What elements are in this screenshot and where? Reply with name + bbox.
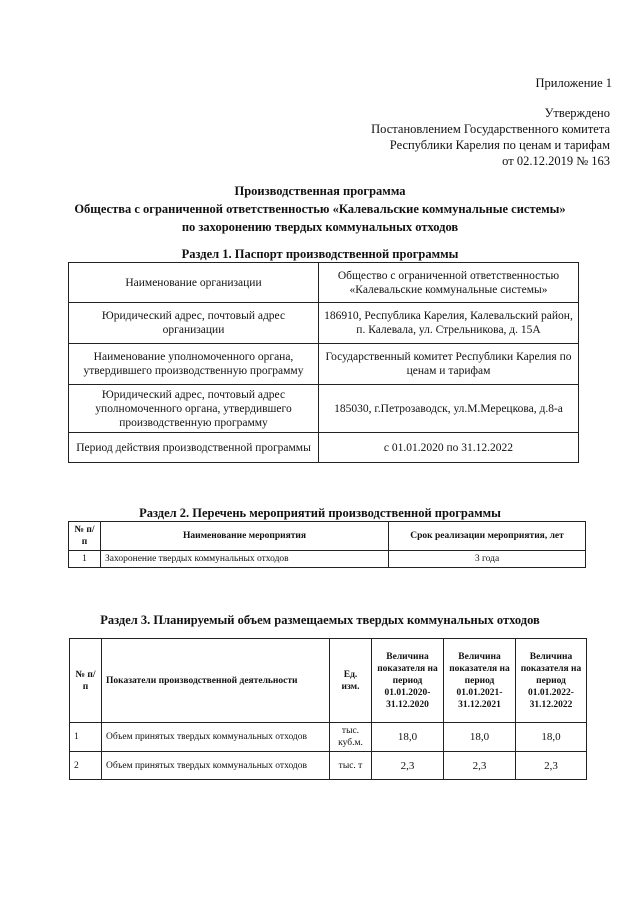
- passport-label: Наименование уполномоченного органа, утвердившего производственную программу: [69, 344, 319, 385]
- indicator-name: Объем принятых твердых коммунальных отходов: [102, 723, 330, 752]
- table-row: [69, 385, 579, 433]
- passport-value: с 01.01.2020 по 31.12.2022: [319, 433, 579, 463]
- passport-label: Период действия производственной программы: [69, 433, 319, 463]
- title-line: Производственная программа: [234, 184, 406, 198]
- passport-value: Общество с ограниченной ответственностью «Калевальские коммунальные системы»: [319, 263, 579, 303]
- appendix-label: Приложение 1: [535, 76, 612, 90]
- approval-line: Республики Карелия по ценам и тарифам: [389, 138, 610, 152]
- approval-line: от 02.12.2019 № 163: [502, 154, 610, 168]
- approval-block: [371, 105, 610, 169]
- table-row: [69, 303, 579, 344]
- activities-table: [68, 521, 586, 568]
- activity-name: Захоронение твердых коммунальных отходов: [101, 551, 389, 568]
- table-row: [69, 344, 579, 385]
- table-row: [69, 551, 586, 568]
- value-2022: 18,0: [516, 723, 587, 752]
- row-number: 1: [69, 551, 101, 568]
- passport-value: 186910, Республика Карелия, Калевальский район, п. Калевала, ул. Стрельникова, д. 15А: [319, 303, 579, 344]
- column-header: № п/п: [69, 522, 101, 551]
- table-header-row: [70, 639, 587, 723]
- value-2020: 18,0: [372, 723, 444, 752]
- passport-table: [68, 262, 579, 463]
- title-line: по захоронению твердых коммунальных отходов: [181, 220, 459, 234]
- passport-label: Юридический адрес, почтовый адрес организации: [69, 303, 319, 344]
- table-row: [69, 263, 579, 303]
- column-header: № п/п: [70, 639, 102, 723]
- section2-title: Раздел 2. Перечень мероприятий производственной программы: [139, 506, 501, 520]
- unit: тыс. т: [330, 752, 372, 780]
- value-2020: 2,3: [372, 752, 444, 780]
- column-header: Величина показателя на период 01.01.2021-31.12.2021: [444, 639, 516, 723]
- passport-label: Наименование организации: [69, 263, 319, 303]
- activity-term: 3 года: [389, 551, 586, 568]
- row-number: 2: [70, 752, 102, 780]
- column-header: Срок реализации мероприятия, лет: [389, 522, 586, 551]
- passport-value: Государственный комитет Республики Карелия по ценам и тарифам: [319, 344, 579, 385]
- value-2021: 2,3: [444, 752, 516, 780]
- table-header-row: [69, 522, 586, 551]
- value-2021: 18,0: [444, 723, 516, 752]
- section3-title: Раздел 3. Планируемый объем размещаемых твердых коммунальных отходов: [100, 613, 540, 627]
- column-header: Наименование мероприятия: [101, 522, 389, 551]
- value-2022: 2,3: [516, 752, 587, 780]
- column-header: Величина показателя на период 01.01.2022-31.12.2022: [516, 639, 587, 723]
- table-row: [69, 433, 579, 463]
- title-line: Общества с ограниченной ответственностью «Калевальские коммунальные системы»: [74, 202, 566, 216]
- table-row: [70, 723, 587, 752]
- document-title: [0, 182, 640, 236]
- approval-line: Утверждено: [544, 106, 610, 120]
- indicator-name: Объем принятых твердых коммунальных отходов: [102, 752, 330, 780]
- passport-label: Юридический адрес, почтовый адрес уполномоченного органа, утвердившего производственную программу: [69, 385, 319, 433]
- column-header: Показатели производственной деятельности: [102, 639, 330, 723]
- section1-title: Раздел 1. Паспорт производственной программы: [181, 247, 459, 261]
- row-number: 1: [70, 723, 102, 752]
- approval-line: Постановлением Государственного комитета: [371, 122, 610, 136]
- volume-table: [69, 638, 587, 780]
- passport-value: 185030, г.Петрозаводск, ул.М.Мерецкова, д.8-а: [319, 385, 579, 433]
- column-header: Ед. изм.: [330, 639, 372, 723]
- unit: тыс. куб.м.: [330, 723, 372, 752]
- column-header: Величина показателя на период 01.01.2020-31.12.2020: [372, 639, 444, 723]
- table-row: [70, 752, 587, 780]
